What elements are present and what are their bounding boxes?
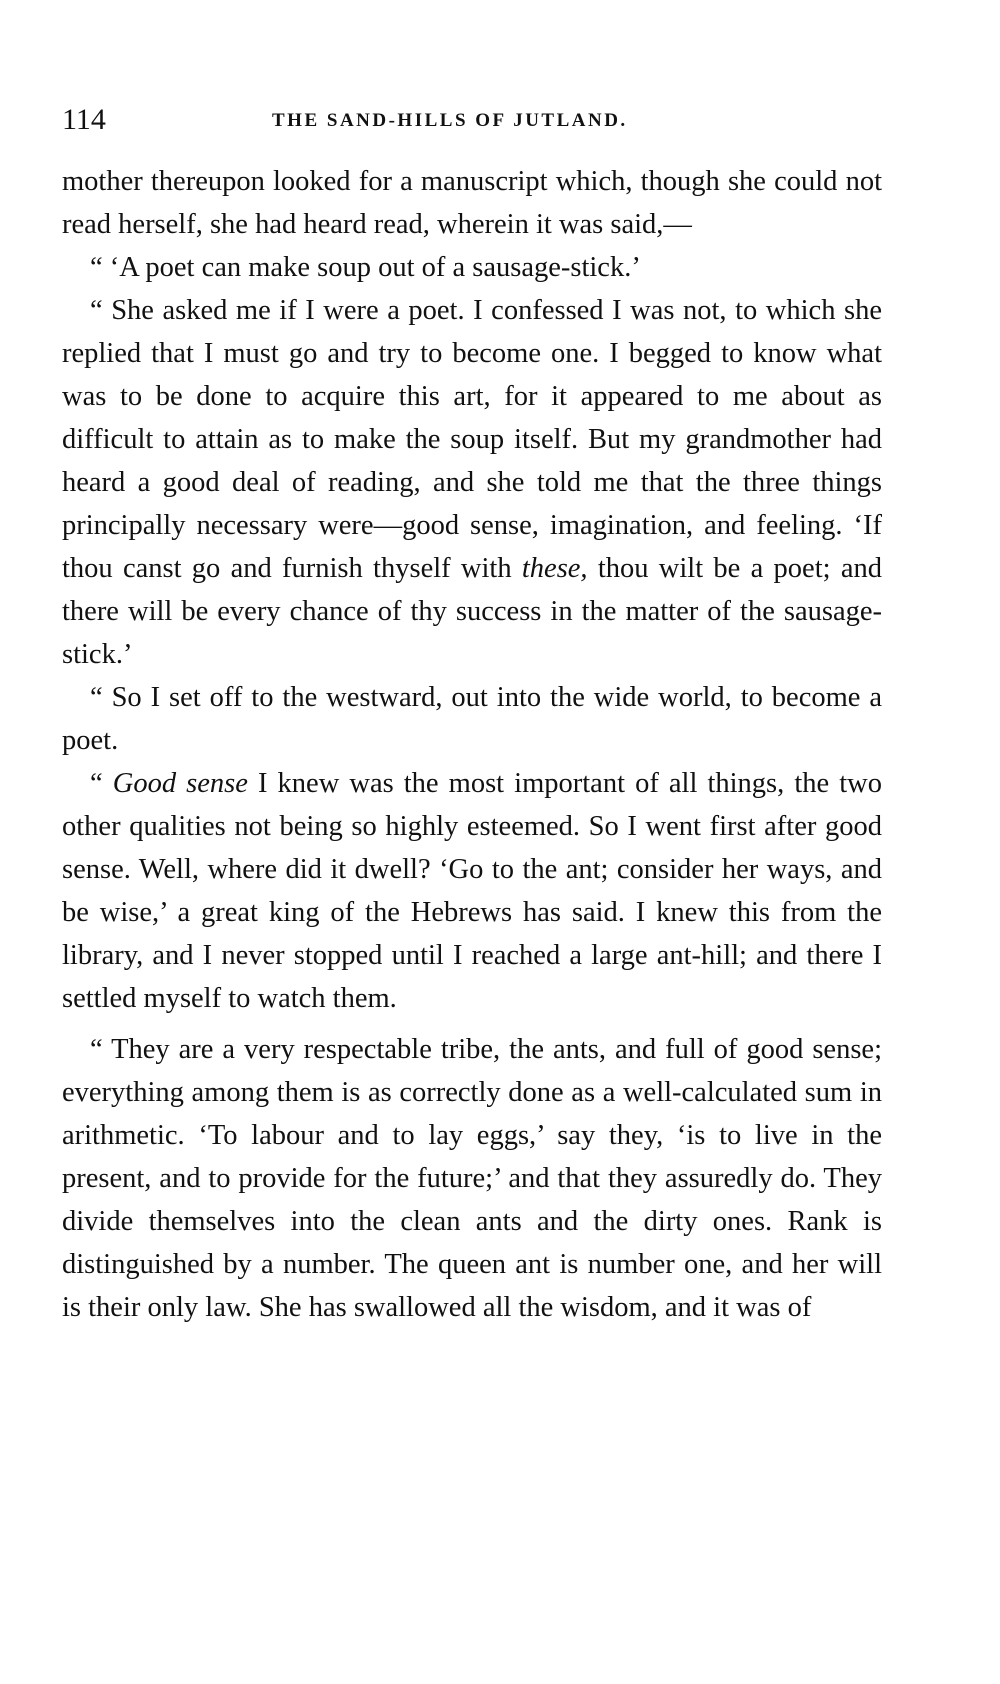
paragraph-5-before: “ — [90, 768, 113, 799]
paragraph-5 — [62, 762, 882, 1020]
paragraph-6: “ They are a very respectable tribe, the ants, and full of good sense; everything among them is as correctly done as a well-calculated sum in arithmetic. ‘To labour and to lay eggs,’ say they, ‘is to live in the present, and to provide for the future;’ and that they assuredly do. They divide themselves into the clean ants and the dirty ones. Rank is distinguished by a number. The queen ant is number one, and her will is their only law. She has swallowed all the wisdom, and it was of — [62, 1034, 882, 1323]
paragraph-3-after: thou wilt be a poet; and there will be every chance of thy success in the matter of the sausage-stick.’ — [62, 553, 882, 670]
paragraph-5-after: I knew was the most important of all things, the two other qualities not being so highly esteemed. So I went first after good sense. Well, where did it dwell? ‘Go to the ant; consider her ways, and be wise,’ a great king of the Hebrews has said. I knew this from the library, and I never stopped until I reached a large ant-hill; and there I settled myself to watch them. — [62, 768, 882, 1014]
paragraph-2: “ ‘A poet can make soup out of a sausage-stick.’ — [90, 252, 641, 283]
paragraph-3-italic: these, — [521, 553, 588, 584]
page-number: 114 — [62, 103, 106, 136]
running-title: THE SAND-HILLS OF JUTLAND. — [272, 110, 628, 131]
page-header — [62, 100, 882, 140]
paragraph-4: “ So I set off to the westward, out into the wide world, to become a poet. — [62, 682, 882, 756]
paragraph-3 — [62, 289, 882, 676]
body-text — [62, 160, 882, 1329]
paragraph-3-before: “ She asked me if I were a poet. I confessed I was not, to which she replied that I must go and try to become one. I begged to know what was to be done to acquire this art, for it appeared to me about as difficult to attain as to make the soup itself. But my grandmother had heard a good deal of reading, and she told me that the three things principally necessary were—good sense, imagination, and feeling. ‘If thou canst go and furnish thyself with — [62, 295, 882, 584]
paragraph-5-italic: Good sense — [112, 768, 248, 799]
paragraph-1: mother thereupon looked for a manuscript which, though she could not read herself, she had heard read, wherein it was said,— — [62, 166, 882, 240]
